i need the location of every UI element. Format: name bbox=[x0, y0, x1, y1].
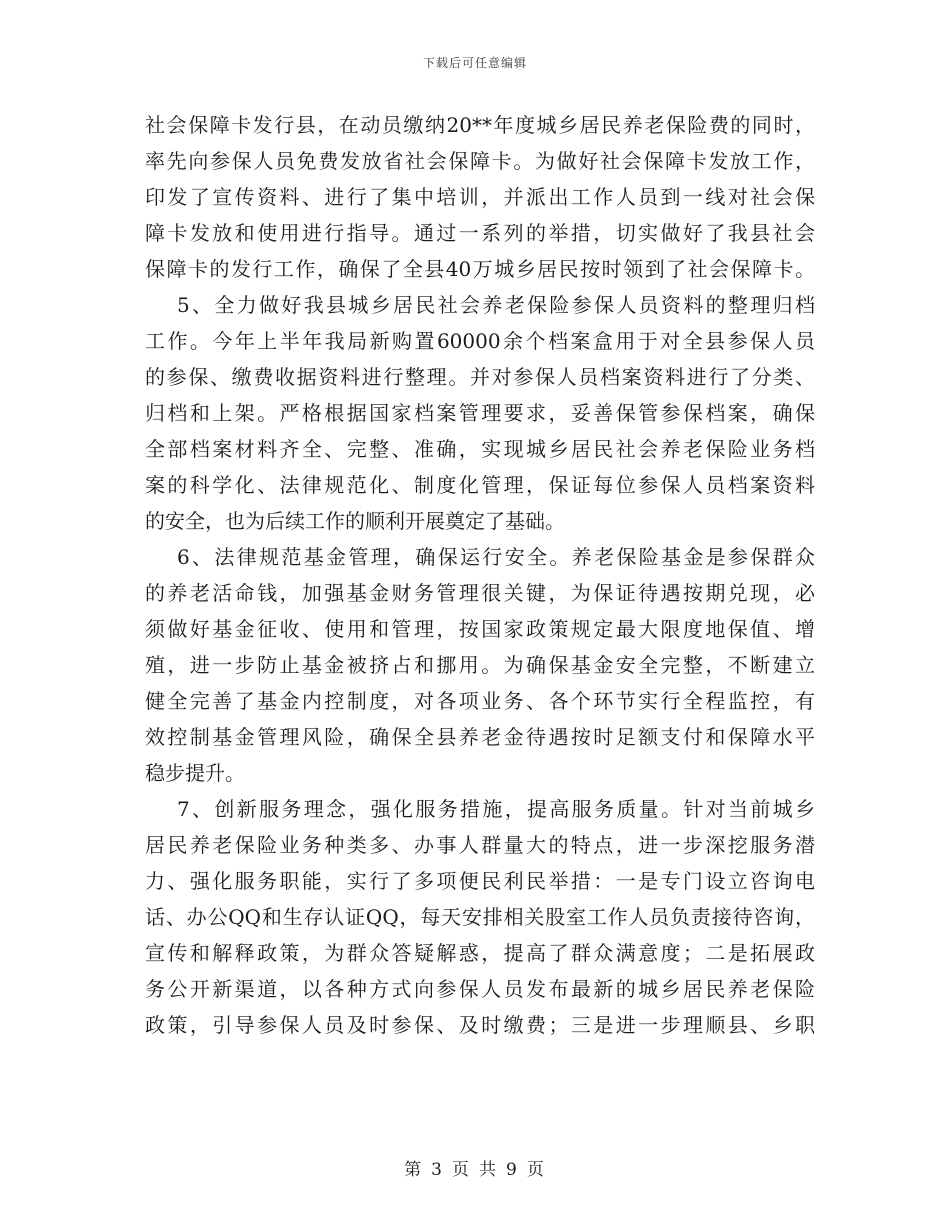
text-line: 须做好基金征收、使用和管理，按国家政策规定最大限度地保值、增 bbox=[145, 617, 815, 641]
text-line: 稳步提升。 bbox=[145, 761, 245, 785]
text-line: 居民养老保险业务种类多、办事人群量大的特点，进一步深挖服务潜 bbox=[145, 833, 815, 857]
text-line: 6、法律规范基金管理，确保运行安全。养老保险基金是参保群众 bbox=[177, 545, 815, 569]
text-line: 的参保、缴费收据资料进行整理。并对参保人员档案资料进行了分类、 bbox=[145, 365, 815, 389]
text-line: 全部档案材料齐全、完整、准确，实现城乡居民社会养老保险业务档 bbox=[145, 437, 815, 461]
text-line: 的安全，也为后续工作的顺利开展奠定了基础。 bbox=[145, 509, 565, 533]
footer-suffix: 页 bbox=[526, 1160, 546, 1180]
text-line: 工作。今年上半年我局新购置60000余个档案盒用于对全县参保人员 bbox=[145, 329, 815, 353]
text-line: 案的科学化、法律规范化、制度化管理，保证每位参保人员档案资料 bbox=[145, 473, 815, 497]
footer-page-label: 页 bbox=[452, 1160, 471, 1180]
text-line: 障卡发放和使用进行指导。通过一系列的举措，切实做好了我县社会 bbox=[145, 221, 815, 245]
text-line: 社会保障卡发行县，在动员缴纳20**年度城乡居民养老保险费的同时， bbox=[145, 113, 815, 137]
text-line: 务公开新渠道，以各种方式向参保人员发布最新的城乡居民养老保险 bbox=[145, 977, 815, 1001]
text-line: 效控制基金管理风险，确保全县养老金待遇按时足额支付和保障水平 bbox=[145, 725, 815, 749]
text-line: 率先向参保人员免费发放省社会保障卡。为做好社会保障卡发放工作， bbox=[145, 149, 815, 173]
text-line: 5、全力做好我县城乡居民社会养老保险参保人员资料的整理归档 bbox=[177, 293, 815, 317]
footer-current-page: 3 bbox=[431, 1160, 444, 1180]
text-line: 政策，引导参保人员及时参保、及时缴费；三是进一步理顺县、乡职 bbox=[145, 1013, 815, 1037]
text-line: 话、办公QQ和生存认证QQ，每天安排相关股室工作人员负责接待咨询， bbox=[145, 905, 815, 929]
text-line: 印发了宣传资料、进行了集中培训，并派出工作人员到一线对社会保 bbox=[145, 185, 815, 209]
text-line: 7、创新服务理念，强化服务措施，提高服务质量。针对当前城乡 bbox=[177, 797, 815, 821]
document-body bbox=[145, 107, 815, 1043]
footer-total-pages: 9 bbox=[506, 1160, 519, 1180]
text-line: 保障卡的发行工作，确保了全县40万城乡居民按时领到了社会保障卡。 bbox=[145, 257, 815, 281]
page-footer bbox=[0, 1155, 950, 1180]
text-line: 的养老活命钱，加强基金财务管理很关键，为保证待遇按期兑现，必 bbox=[145, 581, 815, 605]
text-line: 殖，进一步防止基金被挤占和挪用。为确保基金安全完整，不断建立 bbox=[145, 653, 815, 677]
page-header-note: 下载后可任意编辑 bbox=[422, 56, 527, 70]
footer-prefix: 第 bbox=[404, 1160, 424, 1180]
text-line: 宣传和解释政策，为群众答疑解惑，提高了群众满意度；二是拓展政 bbox=[145, 941, 815, 965]
footer-total-label: 共 bbox=[479, 1160, 498, 1180]
text-line: 力、强化服务职能，实行了多项便民利民举措：一是专门设立咨询电 bbox=[145, 869, 815, 893]
text-line: 健全完善了基金内控制度，对各项业务、各个环节实行全程监控，有 bbox=[145, 689, 815, 713]
text-line: 归档和上架。严格根据国家档案管理要求，妥善保管参保档案，确保 bbox=[145, 401, 815, 425]
